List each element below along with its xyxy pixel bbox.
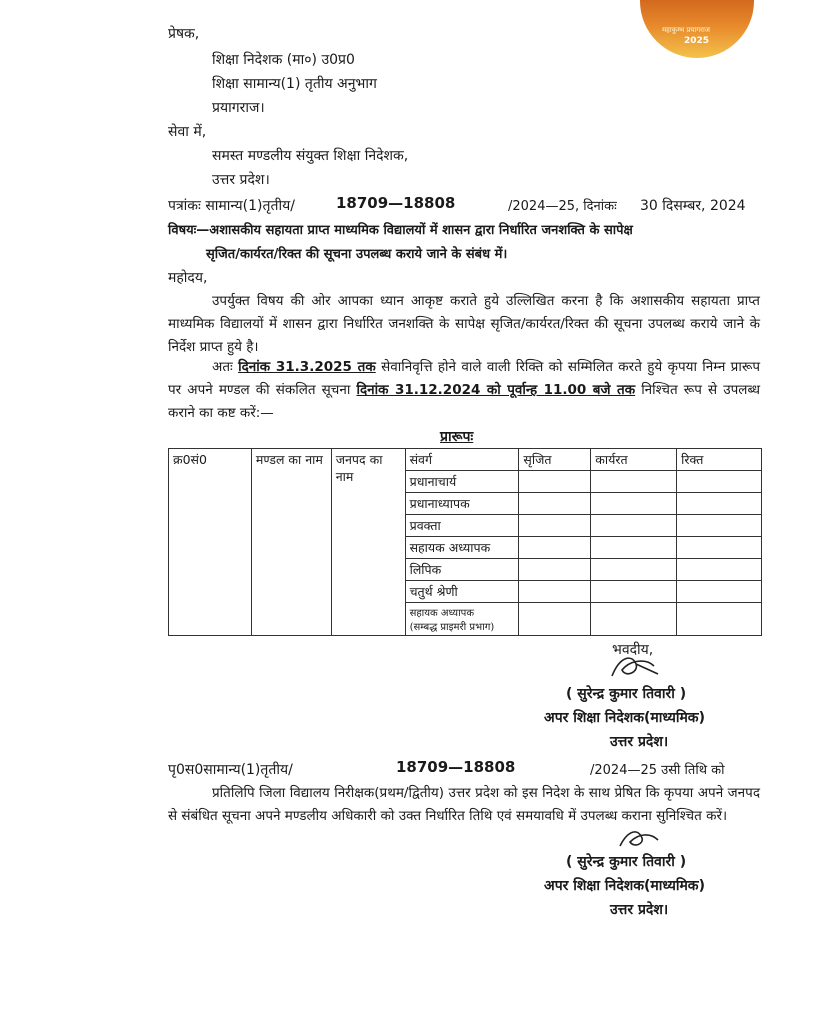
mahakumbh-logo — [640, 0, 754, 58]
sender-line3: प्रयागराज। — [212, 100, 265, 116]
closing: भवदीय, — [612, 642, 654, 658]
col-created: सृजित — [519, 449, 591, 471]
cadre-attached-line2: (सम्बद्ध प्राइमरी प्रभाग) — [409, 622, 495, 633]
copy-ref-number: 18709—18808 — [396, 758, 516, 776]
subject-line1: विषयः—अशासकीय सहायता प्राप्त माध्यमिक विद्यालयों में शासन द्वारा निर्धारित जनशक्ति के सापेक्ष — [168, 223, 633, 238]
to-label: सेवा में, — [168, 124, 207, 140]
col-cadre: संवर्ग — [405, 449, 519, 471]
col-vacant: रिक्त — [677, 449, 762, 471]
para2-date1: दिनांक 31.3.2025 तक — [238, 359, 376, 375]
signatory-name-2: ( सुरेन्द्र कुमार तिवारी ) — [566, 854, 687, 870]
sender-label: प्रेषक, — [168, 26, 200, 42]
copy-ref-prefix: पृ0स0सामान्य(1)तृतीय/ — [168, 762, 293, 778]
cadre-cell: प्रधानाचार्य — [405, 471, 519, 493]
para2-a: अतः — [212, 359, 233, 375]
subject-line2: सृजित/कार्यरत/रिक्त की सूचना उपलब्ध कराये जाने के संबंध में। — [206, 247, 508, 262]
body-para1: उपर्युक्त विषय की ओर आपका ध्यान आकृष्ट कराते हुये उल्लिखित करना है कि अशासकीय सहायता प्राप्त माध्यमिक विद्यालयों में शासन द्वारा निर्धारित जनशक्ति के सापेक्ष सृजित/कार्यरत/रिक्त की सूचना उपलब्ध कराये जाने के निर्देश प्राप्त हुये है। — [168, 293, 760, 355]
ref-prefix: पत्रांकः सामान्य(1)तृतीय/ — [168, 198, 295, 214]
col-district: जनपद का नाम — [331, 449, 405, 636]
ref-date: 30 दिसम्बर, 2024 — [640, 198, 746, 214]
to-line2: उत्तर प्रदेश। — [212, 172, 270, 188]
para2-date2: दिनांक 31.12.2024 को पूर्वान्ह 11.00 बजे तक — [356, 382, 636, 398]
cadre-cell: सहायक अध्यापक — [405, 537, 519, 559]
cadre-cell: प्रवक्ता — [405, 515, 519, 537]
cadre-attached-line1: सहायक अध्यापक — [409, 608, 475, 619]
table-header-row — [169, 449, 762, 471]
signatory-place-2: उत्तर प्रदेश। — [610, 902, 669, 918]
ref-number: 18709—18808 — [336, 194, 456, 212]
para2-b: सेवानिवृत्ति होने वाले वाली रिक्ति को सम्मिलित करते हुये कृपया निम्न प्रारूप पर अपने मण्डल की संकलित सूचना — [168, 359, 761, 398]
logo-year: 2025 — [684, 36, 710, 46]
format-table — [168, 448, 762, 636]
col-serial: क्र0सं0 — [169, 449, 252, 636]
salutation: महोदय, — [168, 270, 208, 286]
col-working: कार्यरत — [591, 449, 677, 471]
to-line1: समस्त मण्डलीय संयुक्त शिक्षा निदेशक, — [212, 148, 409, 164]
copy-ref-suffix: /2024—25 उसी तिथि को — [590, 763, 725, 778]
signatory-name-1: ( सुरेन्द्र कुमार तिवारी ) — [566, 686, 687, 702]
cadre-cell: लिपिक — [405, 559, 519, 581]
signatory-designation-2: अपर शिक्षा निदेशक(माध्यमिक) — [544, 878, 705, 894]
signature-1 — [606, 650, 666, 684]
cadre-cell-attached — [405, 603, 519, 636]
sender-line1: शिक्षा निदेशक (मा०) उ0प्र0 — [212, 52, 355, 68]
signature-2 — [616, 826, 666, 852]
signatory-designation-1: अपर शिक्षा निदेशक(माध्यमिक) — [544, 710, 705, 726]
body-para2 — [168, 356, 760, 425]
cadre-cell: प्रधानाध्यापक — [405, 493, 519, 515]
format-title: प्रारूपः — [440, 429, 474, 445]
signatory-place-1: उत्तर प्रदेश। — [610, 734, 669, 750]
copy-para: प्रतिलिपि जिला विद्यालय निरीक्षक(प्रथम/द्वितीय) उत्तर प्रदेश को इस निदेश के साथ प्रेषित कि कृपया अपने जनपद से संबंधित सूचना अपने मण्डलीय अधिकारी को उक्त निर्धारित तिथि एवं समयावधि में उपलब्ध कराना सुनिश्चित करें। — [168, 785, 760, 824]
para2-c: निश्चित रूप से उपलब्ध कराने का कष्ट करें:— — [168, 382, 760, 421]
col-division: मण्डल का नाम — [251, 449, 331, 636]
ref-year-date-label: /2024—25, दिनांकः — [508, 199, 617, 214]
logo-text: महाकुम्भ प्रयागराज — [662, 26, 711, 34]
cadre-cell: चतुर्थ श्रेणी — [405, 581, 519, 603]
sender-line2: शिक्षा सामान्य(1) तृतीय अनुभाग — [212, 76, 377, 92]
